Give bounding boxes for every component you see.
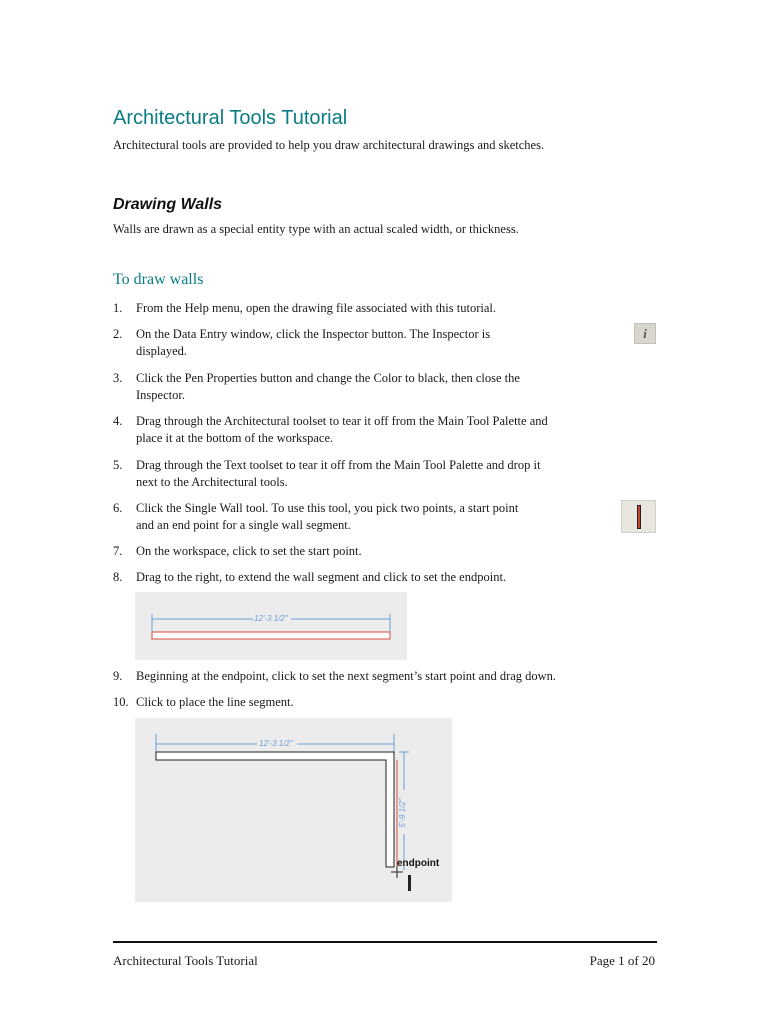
step-number: 6. (113, 501, 123, 515)
single-wall-tool-icon (621, 500, 656, 533)
dimension-label: 12'-3 1/2" (254, 614, 288, 623)
info-icon: i (643, 325, 647, 341)
step-text: On the Data Entry window, click the Inspector button. The Inspector is (136, 327, 491, 341)
step-text: Drag through the Text toolset to tear it off from the Main Tool Palette and drop it (136, 458, 541, 472)
step-text: Drag to the right, to extend the wall segment and click to set the endpoint. (136, 570, 507, 584)
list-item (113, 500, 653, 534)
page-number: Page 1 of 20 (589, 953, 655, 968)
step-number: 8. (113, 570, 123, 584)
step-number: 9. (113, 669, 123, 683)
vertical-dimension-label: 5'-9 1/2" (398, 798, 407, 828)
step-number: 4. (113, 414, 123, 428)
step-number: 2. (113, 327, 123, 341)
step-text: Beginning at the endpoint, click to set the next segment’s start point and drag down. (136, 669, 557, 683)
step-text-cont: Inspector. (136, 388, 185, 402)
step-number: 5. (113, 458, 123, 472)
step-text: Click to place the line segment. (136, 695, 294, 709)
step-number: 1. (113, 301, 123, 315)
step-text: On the workspace, click to set the start point. (136, 544, 362, 558)
section-text: Walls are drawn as a special entity type with an actual scaled width, or thickness. (113, 222, 519, 236)
step-number: 7. (113, 544, 123, 558)
dimension-label: 12'-3 1/2" (259, 739, 293, 748)
list-item (113, 370, 653, 404)
step-number: 3. (113, 371, 123, 385)
step-text: From the Help menu, open the drawing file associated with this tutorial. (136, 301, 496, 315)
footer-title: Architectural Tools Tutorial (113, 953, 258, 968)
section-heading: Drawing Walls (113, 196, 223, 213)
list-item (113, 413, 653, 447)
step-text-cont: and an end point for a single wall segment. (136, 518, 351, 532)
step-text-cont: displayed. (136, 344, 188, 358)
step-text: Drag through the Architectural toolset to tear it off from the Main Tool Palette and (136, 414, 548, 428)
endpoint-label: endpoint (397, 858, 440, 869)
step-text: Click the Single Wall tool. To use this tool, you pick two points, a start point (136, 501, 519, 515)
figure-wall-segment (135, 592, 407, 660)
wall-drawing-horizontal (135, 592, 407, 660)
intro-text: Architectural tools are provided to help you draw architectural drawings and sketches. (113, 138, 545, 152)
list-item (113, 326, 653, 360)
inspector-button-icon (634, 323, 656, 344)
footer-divider (113, 941, 657, 943)
list-item (113, 457, 653, 491)
procedure-heading: To draw walls (113, 271, 204, 288)
figure-wall-corner (135, 718, 452, 902)
page-title: Architectural Tools Tutorial (113, 107, 348, 129)
step-text: Click the Pen Properties button and change the Color to black, then close the (136, 371, 520, 385)
step-number: 10. (113, 695, 129, 709)
step-text-cont: place it at the bottom of the workspace. (136, 431, 334, 445)
wall-icon (622, 501, 657, 534)
step-text-cont: next to the Architectural tools. (136, 475, 288, 489)
